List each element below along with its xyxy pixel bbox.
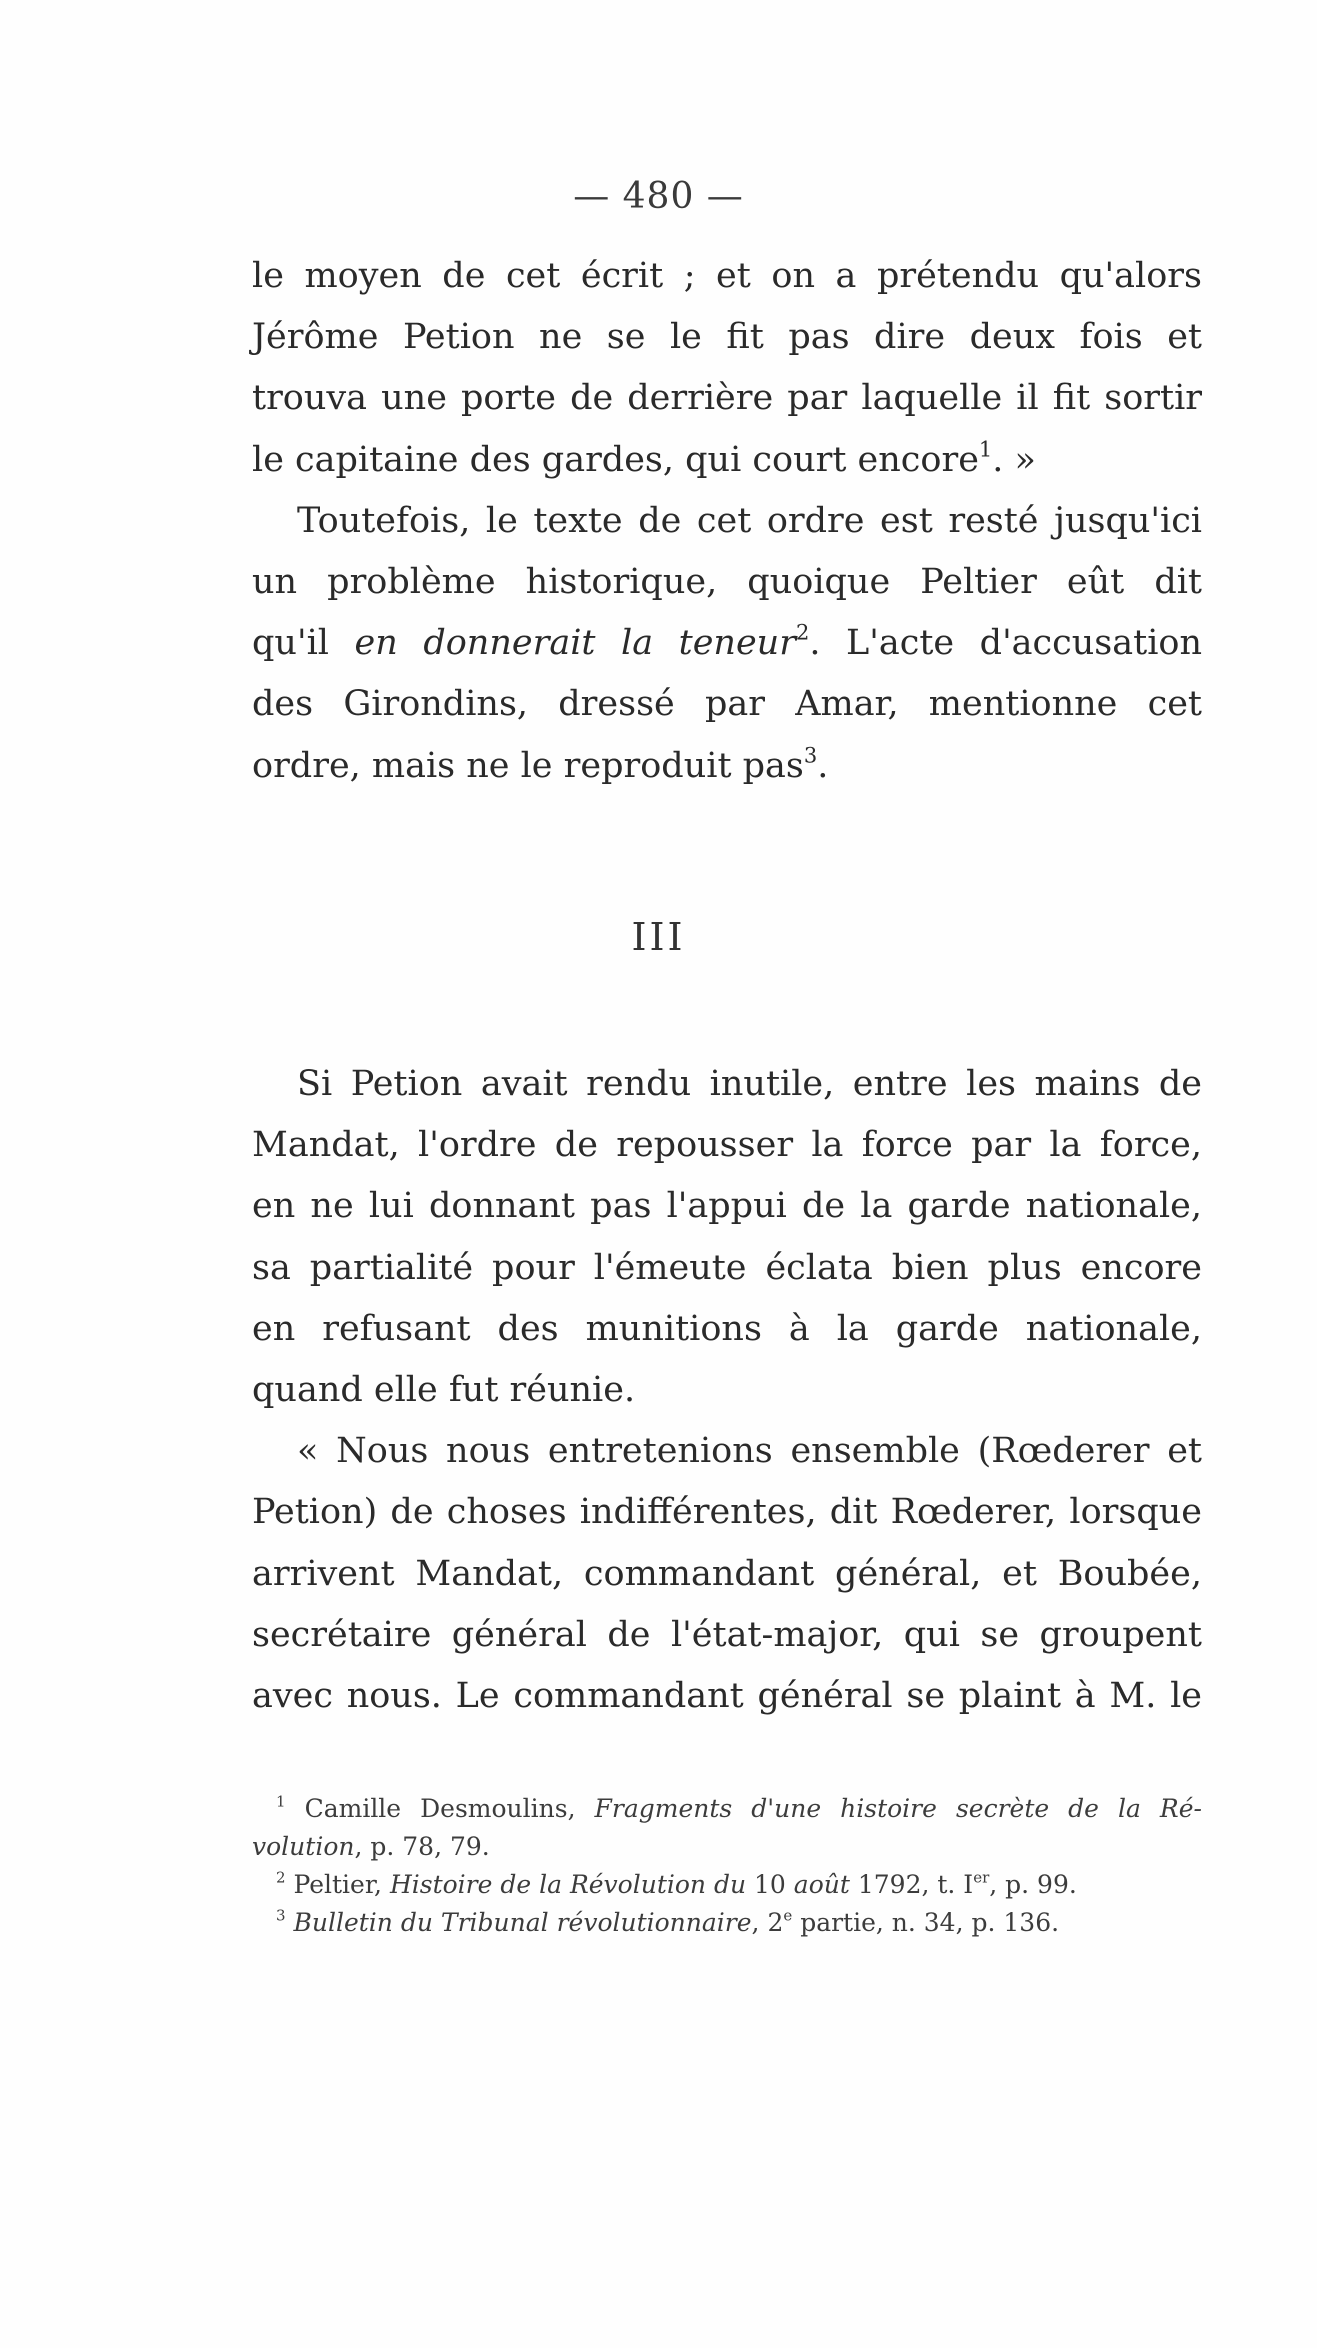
paragraph-4 (252, 1421, 1202, 1727)
line-text: le capitaine des gardes, qui court encore (252, 439, 979, 480)
footnote-text: 10 (746, 1870, 794, 1899)
italic-text: Histoire de la Révolution du (389, 1870, 747, 1899)
italic-text: Bulletin du Tribunal révolutionnaire (293, 1908, 752, 1937)
line-text: ordre, mais ne le reproduit pas (252, 745, 804, 786)
footnote-1-cont (252, 1828, 1202, 1866)
footnote-text: Camille Desmoulins, (304, 1794, 595, 1823)
superscript: e (783, 1906, 793, 1925)
footnote-ref: 3 (803, 742, 818, 767)
text-line: « Nous nous entretenions ensemble (Rœderer et (297, 1431, 1202, 1472)
footnote-ref: 2 (795, 620, 810, 645)
italic-text: Fragments d'une histoire secrète de la Ré- (594, 1794, 1202, 1823)
italic-text: août (793, 1870, 850, 1899)
text-line: trouva une porte de derrière par laquelle il fit sortir (252, 378, 1202, 419)
text-line: sa partialité pour l'émeute éclata bien plus encore (252, 1247, 1202, 1288)
italic-text: volution (252, 1832, 355, 1861)
line-text: . L'acte d'accusation (809, 623, 1202, 664)
footnotes (252, 1790, 1202, 1942)
footnote-number: 3 (276, 1906, 286, 1925)
footnote-number: 2 (276, 1868, 286, 1887)
footnote-ref: 1 (978, 436, 993, 461)
paragraph-3 (252, 1054, 1202, 1421)
footnote-2 (252, 1866, 1202, 1904)
line-text: qu'il (252, 623, 355, 664)
text-line: le moyen de cet écrit ; et on a prétendu qu'alors (252, 256, 1202, 296)
superscript: er (973, 1868, 990, 1887)
text-line: Jérôme Petion ne se le fit pas dire deux fois et (252, 317, 1202, 358)
line-text: . » (992, 439, 1036, 480)
text-line: Toutefois, le texte de cet ordre est resté jusqu'ici (297, 500, 1202, 541)
text-block-top (252, 246, 1202, 797)
footnote-text: partie, n. 34, p. 136. (792, 1908, 1060, 1937)
footnote-text: , p. 78, 79. (354, 1832, 490, 1861)
text-line: Si Petion avait rendu inutile, entre les mains de (297, 1064, 1202, 1104)
section-heading: III (631, 915, 686, 959)
paragraph-1 (252, 246, 1202, 491)
footnote-1 (252, 1790, 1202, 1828)
text-line (252, 736, 1202, 797)
text-line: Mandat, l'ordre de repousser la force par la force, (252, 1125, 1202, 1166)
text-block-main (252, 1054, 1202, 1727)
paragraph-2 (252, 491, 1202, 797)
page-number: — 480 — (573, 176, 744, 217)
text-line: arrivent Mandat, commandant général, et Boubée, (252, 1553, 1202, 1594)
text-line: Petion) de choses indifférentes, dit Rœderer, lorsque (252, 1492, 1202, 1533)
footnote-text: Peltier, (293, 1870, 390, 1899)
footnote-number: 1 (276, 1792, 286, 1811)
text-line (252, 613, 1202, 674)
text-line: des Girondins, dressé par Amar, mentionne cet (252, 684, 1202, 725)
text-line: quand elle fut réunie. (252, 1369, 636, 1410)
line-text: . (817, 745, 829, 786)
text-line: en refusant des munitions à la garde nationale, (252, 1308, 1202, 1349)
footnote-text: 1792, t. I (849, 1870, 974, 1899)
text-line: en ne lui donnant pas l'appui de la garde nationale, (252, 1186, 1202, 1227)
text-line: avec nous. Le commandant général se plaint à M. le (252, 1675, 1202, 1716)
footnote-3 (252, 1904, 1202, 1942)
text-line (252, 430, 1202, 491)
footnote-text: , 2 (751, 1908, 784, 1937)
footnote-text: , p. 99. (989, 1870, 1077, 1899)
text-line: un problème historique, quoique Peltier eût dit (252, 561, 1202, 602)
italic-text: en donnerait la teneur (354, 623, 796, 664)
text-line: secrétaire général de l'état-major, qui se groupent (252, 1614, 1202, 1655)
